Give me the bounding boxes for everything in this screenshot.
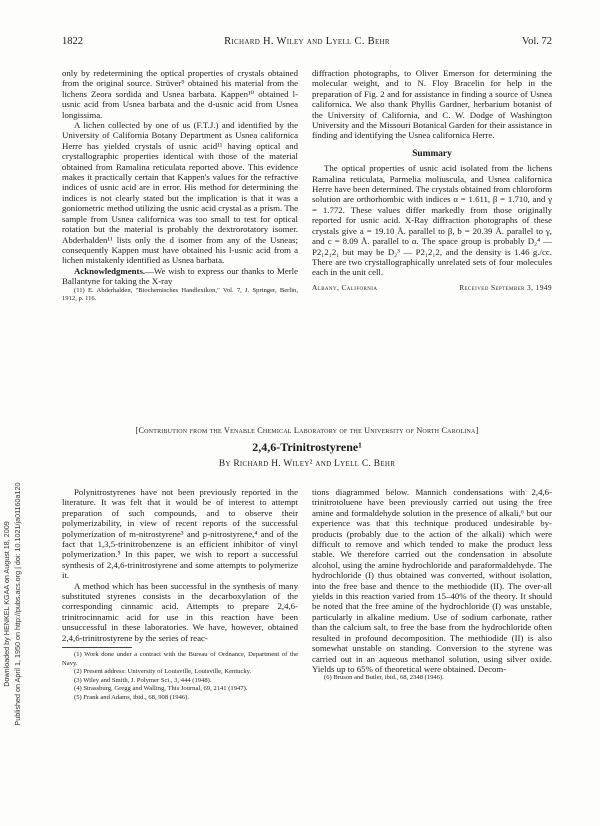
- running-header: [62, 36, 552, 52]
- download-line: Downloaded by HENKEL KGAA on August 18, 2009: [2, 521, 11, 687]
- summary-text: The optical properties of usnic acid isolated from the lichens Ramalina reticulata, Parmelia moliuscula, and Usnea californica Herre have been determined. The crystals obtained from chloroform solution are orthorhombic with indices α = 1.611, β = 1.710, and γ = 1.772. These values differ markedly from those originally reported for usnic acid. X-Ray diffraction photographs of these crystals give a = 19.10 Å. parallel to β, b = 20.39 Å. parallel to γ, and c = 8.09 Å. parallel to α. The space group is probably D₂⁴ — P2₁2₁2₁ but may be D₂³ — P2₁2₁2, and the density is 1.46 g./cc. There are two crystallographically unrelated sets of four molecules each in the unit cell.: [312, 163, 552, 278]
- received-date: Received September 3, 1949: [459, 282, 552, 292]
- contribution-line: [Contribution from the Venable Chemical Laboratory of the University of North Carolina]: [135, 426, 479, 435]
- paragraph: Polynitrostyrenes have not been previously reported in the literature. It was felt that it would be of interest to attempt preparation of such compounds, and to observe their polymerizability, in view of recent reports of the successful polymerization of m-nitrostyrene³ and p-nitrostyrene,⁴ and of the fact that 1,3,5-trinitrobenzene is an efficient inhibitor of vinyl polymerization.⁵ In this paper, we wish to report a successful synthesis of 2,4,6-trinitrostyrene and some attempts to polymerize it.: [62, 487, 298, 581]
- paragraph: only by redetermining the optical properties of crystals obtained from the original source. Strüver⁹ obtained his material from the lichens Zeora sordida and Usnea barbata. Kappen¹⁰ obtained l-usnic acid from Usnea barbata and the d-usnic acid from Usnea longissima.: [62, 68, 298, 120]
- byline: By Richard H. Wiley² and Lyell C. Behr: [218, 459, 396, 469]
- volume-label: Vol. 72: [521, 36, 552, 47]
- footnotes: [312, 674, 552, 683]
- running-title: Richard H. Wiley and Lyell C. Behr: [224, 36, 390, 47]
- signature: [312, 283, 552, 293]
- footnotes: [62, 651, 298, 703]
- paragraph: diffraction photographs, to Oliver Emerson for determining the molecular weight, and to N. Floy Bracelin for help in the preparation of Fig. 2 and for assistance in finding a source of Usnea californica. We also thank Phyllis Gardner, herbarium botanist of the University of California, and C. W. Dodge of Washington University and the Missouri Botanical Garden for their assistance in finding and identifying the Usnea californica Herre.: [312, 68, 552, 141]
- footnote: (2) Present address: University of Louisville, Louisville, Kentucky.: [74, 668, 252, 676]
- column-2: [312, 68, 552, 293]
- column-3: [62, 487, 298, 703]
- footnote-rule: [62, 647, 132, 648]
- page-number: 1822: [62, 36, 83, 47]
- footnote: (3) Wiley and Smith, J. Polymer Sci., 3, 444 (1948).: [74, 676, 212, 684]
- paragraph: A lichen collected by one of us (F.T.J.) and identified by the University of California Botany Department as Usnea californica Herre has yielded crystals of usnic acid¹¹ having optical and crystallographic properties identical with those of the material obtained from Ramalina reticulata reported above. This evidence makes it practically certain that Kappen's values for the refractive indices of usnic acid are in error. His method for determining the indices is not clearly stated but the implication is that it was a goniometric method utilizing the usnic acid crystal as a prism. The sample from Usnea californica was too small to test for optical rotation but the material is probably the dextrorotatory isomer. Abderhalden¹¹ lists only the d isomer from any of the Usneas; consequently Kappen must have obtained his l-usnic acid from a lichen mistakenly identified as Usnea barbata.: [62, 120, 298, 266]
- footnote: (1) Work done under a contract with the Bureau of Ordnance, Department of the Navy.: [62, 651, 298, 667]
- footnote: (11) E. Abderhalden, "Biochemisches Handlexikon," Vol. 7, J. Springer, Berlin, 1912, p. 116.: [62, 286, 298, 303]
- summary-heading: Summary: [412, 148, 452, 159]
- acknowledgments-heading: Acknowledgments.: [74, 265, 146, 276]
- footnote: (5) Frank and Adams, ibid., 68, 908 (1946).: [74, 694, 190, 702]
- article-title: 2,4,6-Trinitrostyrene¹: [252, 440, 362, 454]
- doi-line: Published on April 1, 1950 on http://pubs.acs.org | doi: 10.1021/ja01160a120: [13, 482, 22, 726]
- column-1: [62, 68, 298, 304]
- footnotes: [62, 287, 298, 304]
- column-4: [312, 487, 552, 683]
- acknowledgments-text: —We wish to express our thanks to Merle Ballantyne for taking the X-ray: [62, 265, 298, 287]
- paragraph: tions diagrammed below. Mannich condensations with 2,4,6-trinitrotoluene have been previously carried out using the free amine and formaldehyde solution in the presence of alkali,⁶ but our experience was that this technique produced undesirable by-products (probably due to the action of the alkali) which were difficult to remove and which tended to make the product less stable. We therefore carried out the condensation in absolute alcohol, using the amine hydrochloride and paraformaldehyde. The hydrochloride (I) thus obtained was converted, without isolation, into the free base and thence to the methiodide (II). The over-all yields in this reaction varied from 15–40% of the theory. It should be noted that the free amine of the hydrochloride (I) was unstable, particularly in alkaline medium. Use of sodium carbonate, rather than the calcium salt, to free the base from the hydrochloride often resulted in profound decomposition. The methiodide (II) is also somewhat unstable on standing. Conversion to the styrene was carried out in an aqueous methanol solution, using silver oxide. Yields up to 65% of theoretical were obtained. Decom-: [312, 487, 552, 674]
- acknowledgments: [62, 266, 298, 287]
- footnote: (4) Strassburg, Gregg and Walling, This Journal, 69, 2141 (1947).: [74, 685, 248, 693]
- download-notice: [1, 439, 29, 769]
- location: Albany, California: [312, 282, 378, 292]
- paragraph: A method which has been successful in the synthesis of many substituted styrenes consists in the decarboxylation of the corresponding cinnamic acid. Attempts to prepare 2,4,6-trinitrocinnamic acid for use in this reaction have been unsuccessful in these laboratories. We have, however, obtained 2,4,6-trinitrostyrene by the series of reac-: [62, 580, 298, 643]
- footnote: (6) Bruson and Butler, ibid., 68, 2348 (1946).: [324, 674, 444, 682]
